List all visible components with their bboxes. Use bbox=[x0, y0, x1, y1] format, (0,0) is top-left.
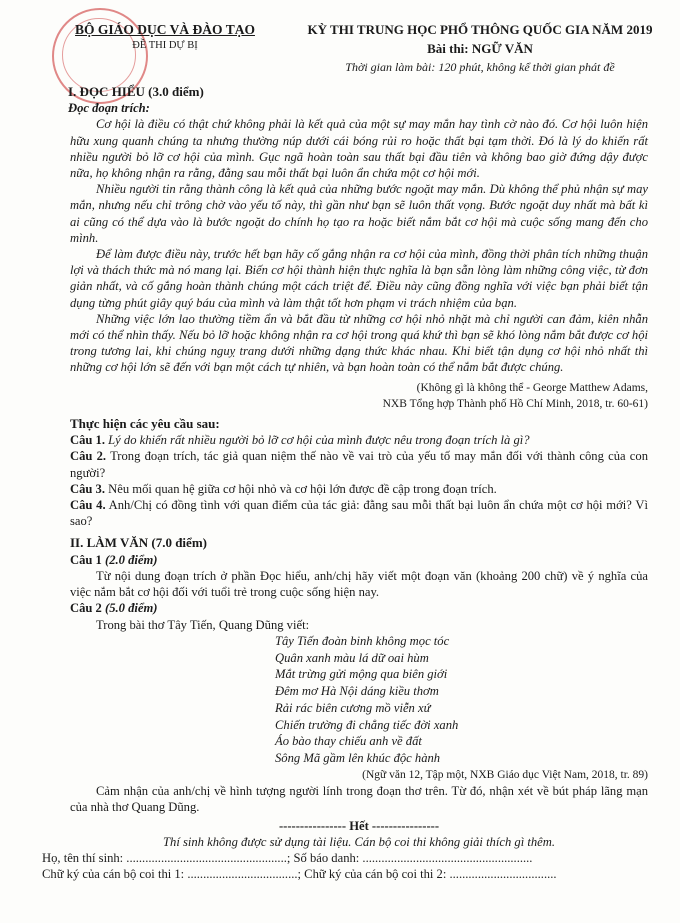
end-marker: ---------------- Hết ---------------- bbox=[278, 818, 440, 833]
section2-title: II. LÀM VĂN (7.0 điểm) bbox=[70, 535, 207, 551]
s2-question-2-intro: Trong bài thơ Tây Tiến, Quang Dũng viết: bbox=[96, 617, 310, 632]
passage-paragraph: Để làm được điều này, trước hết bạn hãy cố gắng nhận ra cơ hội của mình, đồng thời phân tích những thuận lợi và thách thức mà nó mang lại. Biến cơ hội thành hiện thực nghĩa là bạn sẵn lòng làm những công việc, từ đơn giản nhất, và cố gắng hoàn thành chúng một cách triệt để. Điều này cũng đồng nghĩa với việc bạn phải biết tận dụng từng phút giây quý báu của mình và làm thật tốt hơn phạm vi trách nhiệm của bạn. bbox=[70, 247, 648, 310]
org-name: BỘ GIÁO DỤC VÀ ĐÀO TẠO bbox=[75, 22, 255, 37]
poem-line: Tây Tiến đoàn binh không mọc tóc bbox=[275, 633, 450, 648]
poem bbox=[275, 633, 648, 767]
exam-content bbox=[42, 84, 648, 883]
s2-question-2-task: Cảm nhận của anh/chị về hình tượng người lính trong đoạn thơ trên. Từ đó, nhận xét về bút pháp lãng mạn của nhà thơ Quang Dũng. bbox=[70, 784, 648, 815]
candidate-info-line: Họ, tên thí sinh: ...................................................; Số báo danh: ...................................................... bbox=[42, 851, 533, 866]
proctor-signature-line: Chữ ký của cán bộ coi thi 1: ...................................; Chữ ký của cán bộ coi thi 2: .................................. bbox=[42, 867, 557, 882]
poem-line: Đêm mơ Hà Nội dáng kiều thơm bbox=[275, 684, 439, 699]
poem-line: Áo bào thay chiếu anh về đất bbox=[275, 734, 422, 749]
question-1: Câu 1. Lý do khiến rất nhiều người bỏ lỡ cơ hội của mình được nêu trong đoạn trích là gì? bbox=[70, 433, 530, 448]
s2-question-2-heading: Câu 2 (5.0 điểm) bbox=[70, 601, 158, 616]
poem-source: (Ngữ văn 12, Tập một, NXB Giáo dục Việt Nam, 2018, tr. 89) bbox=[362, 769, 648, 782]
exam-title: KỲ THI TRUNG HỌC PHỔ THÔNG QUỐC GIA NĂM 2019 bbox=[307, 22, 653, 37]
passage-source-1: (Không gì là không thể - George Matthew Adams, bbox=[416, 381, 648, 394]
header-right bbox=[300, 22, 660, 75]
question-4: Câu 4. Anh/Chị có đồng tình với quan điểm của tác giả: đằng sau mỗi thất bại luôn ẩn chứa một cơ hội mới? Vì sao? bbox=[70, 498, 648, 529]
section1-title: I. ĐỌC HIỂU (3.0 điểm) bbox=[68, 84, 204, 99]
poem-line: Chiến trường đi chẳng tiếc đời xanh bbox=[275, 717, 459, 732]
header-left bbox=[40, 22, 290, 51]
exam-time: Thời gian làm bài: 120 phút, không kể thời gian phát đề bbox=[345, 60, 615, 74]
poem-line: Mắt trừng gửi mộng qua biên giới bbox=[275, 667, 448, 682]
poem-line: Rải rác biên cương mồ viễn xứ bbox=[275, 700, 431, 715]
passage-paragraph: Cơ hội là điều có thật chứ không phải là kết quả của một sự may mắn hay tình cờ nào đó. Cơ hội luôn hiện hữu xung quanh chúng ta nhưng thường núp dưới cái bóng rủi ro hoặc thất bại tạm thời. Đó là lý do khiến rất nhiều người bỏ lỡ cơ hội của mình. Gục ngã hoàn toàn sau thất bại đầu tiên và không bao giờ đứng dậy được nữa, họ không nhận ra rằng, đằng sau mỗi thất bại luôn ẩn chứa một cơ hội mới. bbox=[70, 117, 648, 181]
question-3: Câu 3. Nêu mối quan hệ giữa cơ hội nhỏ và cơ hội lớn được đề cập trong đoạn trích. bbox=[70, 481, 497, 496]
s2-question-1-heading: Câu 1 (2.0 điểm) bbox=[70, 552, 158, 567]
poem-line: Sông Mã gầm lên khúc độc hành bbox=[275, 751, 441, 766]
passage-paragraph: Nhiều người tin rằng thành công là kết quả của những bước ngoặt may mắn. Dù không thể phủ nhận sự may mắn, nhưng nếu chỉ trông chờ vào yếu tố này, thì gần như bạn sẽ luôn thất vọng. Bước ngoặt duy nhất mà bất kì ai cũng có thể dựa vào là bước ngoặt do chính họ tạo ra hoặc biết nắm bắt cơ hội mà cuộc sống mang đến cho mình. bbox=[70, 182, 648, 245]
read-label: Đọc đoạn trích: bbox=[68, 101, 150, 116]
instructions: Thực hiện các yêu cầu sau: bbox=[70, 416, 220, 432]
exam-type: ĐỀ THI DỰ BỊ bbox=[132, 40, 198, 51]
exam-subject: Bài thi: NGỮ VĂN bbox=[427, 41, 533, 56]
passage-source-2: NXB Tổng hợp Thành phố Hồ Chí Minh, 2018, tr. 60-61) bbox=[382, 397, 648, 410]
passage-paragraph: Những việc lớn lao thường tiềm ẩn và bắt đầu từ những cơ hội nhỏ nhặt mà chỉ người can đảm, kiên nhẫn mới có thể nhìn thấy. Nếu bỏ lỡ hoặc không nhận ra cơ hội trong quá khứ thì bạn sẽ khó lòng nắm bắt được cơ hội trong tương lai, khi chúng nguỵ trang dưới những dạng thức khác nhau. Khi biết tận dụng cơ hội nhỏ nhất thì những cơ hội lớn sẽ đến với bạn một cách tự nhiên, và bạn hoàn toàn có thể nắm bắt được chúng. bbox=[70, 311, 648, 375]
question-2: Câu 2. Trong đoạn trích, tác giả quan niệm thế nào về vai trò của yếu tố may mắn đối với thành công của con người? bbox=[70, 449, 648, 480]
poem-line: Quân xanh màu lá dữ oai hùm bbox=[275, 650, 429, 665]
exam-note: Thí sinh không được sử dụng tài liệu. Cán bộ coi thi không giải thích gì thêm. bbox=[163, 834, 555, 849]
s2-question-1-text: Từ nội dung đoạn trích ở phần Đọc hiểu, anh/chị hãy viết một đoạn văn (khoảng 200 chữ) về ý nghĩa của việc nắm bắt cơ hội đối với tuổi trẻ trong cuộc sống hiện nay. bbox=[70, 568, 648, 600]
